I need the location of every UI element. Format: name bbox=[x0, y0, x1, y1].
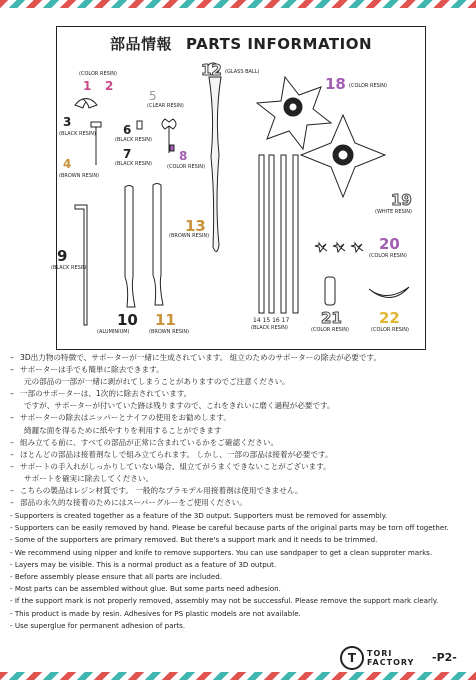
label-part-4: (BROWN RESIN) bbox=[59, 173, 100, 179]
label-part-12: (GLASS BALL) bbox=[225, 69, 260, 75]
stick-part-15 bbox=[269, 155, 274, 313]
number-part-9: 9 bbox=[57, 247, 68, 265]
label-part-8: (COLOR RESIN) bbox=[167, 164, 205, 170]
note-jp: – ほとんどの部品は接着剤なしで組み立てられます。 しかし、一部の部品は接着が必要です。 bbox=[10, 449, 333, 459]
label-part-22: (COLOR RESIN) bbox=[371, 327, 409, 333]
number-part-3: 3 bbox=[63, 115, 72, 129]
note-jp: – サポーターは手でも簡単に除去できます。 bbox=[10, 365, 164, 375]
number-part-10: 10 bbox=[117, 311, 138, 329]
note-jp: – 一部のサポーターは、1次的に除去されています。 bbox=[10, 389, 192, 399]
wand-part-13 bbox=[209, 77, 221, 252]
note-en: - Some of the supporters are primary removed. But there's a support mark and it needs to be trimmed. bbox=[10, 535, 378, 545]
note-en: - Layers may be visible. This is a normal product as a feature of 3D output. bbox=[10, 559, 277, 569]
note-jp: サポートを確実に除去してください。 bbox=[24, 473, 154, 483]
label-part-1: (COLOR RESIN) bbox=[79, 71, 117, 77]
title-english: PARTS INFORMATION bbox=[185, 35, 373, 53]
notes-japanese bbox=[10, 352, 470, 509]
note-en: - If the support mark is not properly removed, assembly may not be successful. Please remove the support mark clearly. bbox=[10, 596, 439, 606]
note-en: - Supporters is created together as a feature of the 3D output. Supporters must be removed for assembly. bbox=[10, 511, 388, 520]
notes-english bbox=[10, 510, 470, 632]
small-part-6 bbox=[137, 121, 142, 129]
label-part-21: (COLOR RESIN) bbox=[311, 327, 349, 333]
label-part-19: (WHITE RESIN) bbox=[375, 209, 412, 215]
label-part-13: (BROWN RESIN) bbox=[169, 233, 210, 239]
note-en: - We recommend using nipper and knife to remove supporters. You can use sandpaper to get a clean supproter marks. bbox=[10, 547, 433, 557]
number-part-21: 21 bbox=[321, 309, 342, 327]
note-en: - Use superglue for permanent adhesion of parts. bbox=[10, 620, 186, 630]
number-part-11: 11 bbox=[155, 311, 176, 329]
number-part-7: 7 bbox=[123, 147, 132, 161]
note-jp: 綺麗な面を得るために紙やすりを利用することができます bbox=[24, 425, 222, 435]
note-jp: – 3D出力物の特徴で、サポーターが一緒に生成されています。 組立のためのサポーターの除去が必要です。 bbox=[10, 353, 382, 362]
note-jp: – サポーターの除去はニッパーとナイフの使用をお勧めします。 bbox=[10, 413, 231, 423]
note-jp: – サポートの手入れがしっかりしていない場合、組立てがうまくできないことがございます。 bbox=[10, 461, 331, 471]
label-part-10: (ALUMINIUM) bbox=[97, 329, 130, 335]
number-part-22: 22 bbox=[379, 309, 400, 327]
number-part-19: 19 bbox=[391, 191, 412, 209]
number-part-1: 1 bbox=[83, 79, 92, 93]
number-part-6: 6 bbox=[123, 123, 132, 137]
label-part-7: (BLACK RESIN) bbox=[115, 161, 152, 167]
decorative-stripe-top bbox=[0, 0, 476, 8]
star-part-20c bbox=[351, 243, 363, 252]
stick-part-17 bbox=[293, 155, 298, 313]
label-part-5: (CLEAR RESIN) bbox=[147, 103, 184, 109]
note-en: - This product is made by resin. Adhesives for PS plastic models are not available. bbox=[10, 608, 301, 618]
label-part-9: (BLACK RESIN) bbox=[51, 265, 88, 271]
stick-part-14 bbox=[259, 155, 264, 313]
note-jp: 元の部品の一部が一緒に剥がれてしまうことがありますのでご注意ください。 bbox=[24, 377, 290, 387]
bat-part-11 bbox=[153, 184, 163, 306]
title-japanese: 部品情報 bbox=[109, 35, 172, 53]
banana-part-22 bbox=[369, 287, 409, 298]
note-jp: – 組み立てる前に、すべての部品が正常に含まれているかをご確認ください。 bbox=[10, 437, 279, 447]
number-part-20: 20 bbox=[379, 235, 400, 253]
number-part-18: 18 bbox=[325, 75, 346, 93]
stick-part-16 bbox=[281, 155, 286, 313]
star-part-20b bbox=[333, 243, 345, 252]
note-jp: – 部品の永久的な接着のためにはスーパーグルーをご使用ください。 bbox=[10, 498, 247, 508]
label-part-18: (COLOR RESIN) bbox=[349, 83, 387, 89]
label-parts-14-17: (BLACK RESIN) bbox=[251, 325, 288, 331]
label-part-3: (BLACK RESIN) bbox=[59, 131, 96, 137]
brand-mark-icon: T bbox=[340, 646, 364, 670]
note-en: - Before assembly please ensure that all parts are included. bbox=[10, 572, 223, 582]
small-part-8 bbox=[170, 145, 174, 151]
number-part-5: 5 bbox=[149, 89, 157, 103]
star-part-20a bbox=[315, 243, 327, 252]
note-en: - Most parts can be assembled without glue. But some parts need adhesion. bbox=[10, 584, 281, 594]
note-jp: – こちらの製品はレジン材質です。 一般的なプラモデル用接着剤は使用できません。 bbox=[10, 486, 303, 496]
label-part-6: (BLACK RESIN) bbox=[115, 137, 152, 143]
label-part-20: (COLOR RESIN) bbox=[369, 253, 407, 259]
brand-name: TORI FACTORY bbox=[367, 649, 415, 667]
note-en: - Supporters can be easily removed by hand. Please be careful because parts of the original parts may be torn off together. bbox=[10, 523, 449, 533]
number-part-2: 2 bbox=[105, 79, 114, 93]
hammer-part-3 bbox=[91, 122, 101, 127]
parts-panel bbox=[51, 26, 426, 350]
number-part-4: 4 bbox=[63, 157, 72, 171]
number-parts-14-17: 14 15 16 17 bbox=[253, 317, 290, 324]
bottle-part-21 bbox=[325, 277, 335, 305]
note-jp: ですが、サポーターが付いていた跡は残りますので、これをきれいに磨く過程が必要です。 bbox=[24, 401, 335, 411]
page-number: -P2- bbox=[432, 651, 457, 664]
bat-part-10 bbox=[125, 186, 135, 308]
decorative-stripe-bottom bbox=[0, 672, 476, 680]
number-part-8: 8 bbox=[179, 149, 188, 163]
brand-logo bbox=[340, 646, 414, 670]
number-part-13: 13 bbox=[185, 217, 206, 235]
label-part-11: (BROWN RESIN) bbox=[149, 329, 190, 335]
number-part-12: 12 bbox=[201, 61, 222, 79]
